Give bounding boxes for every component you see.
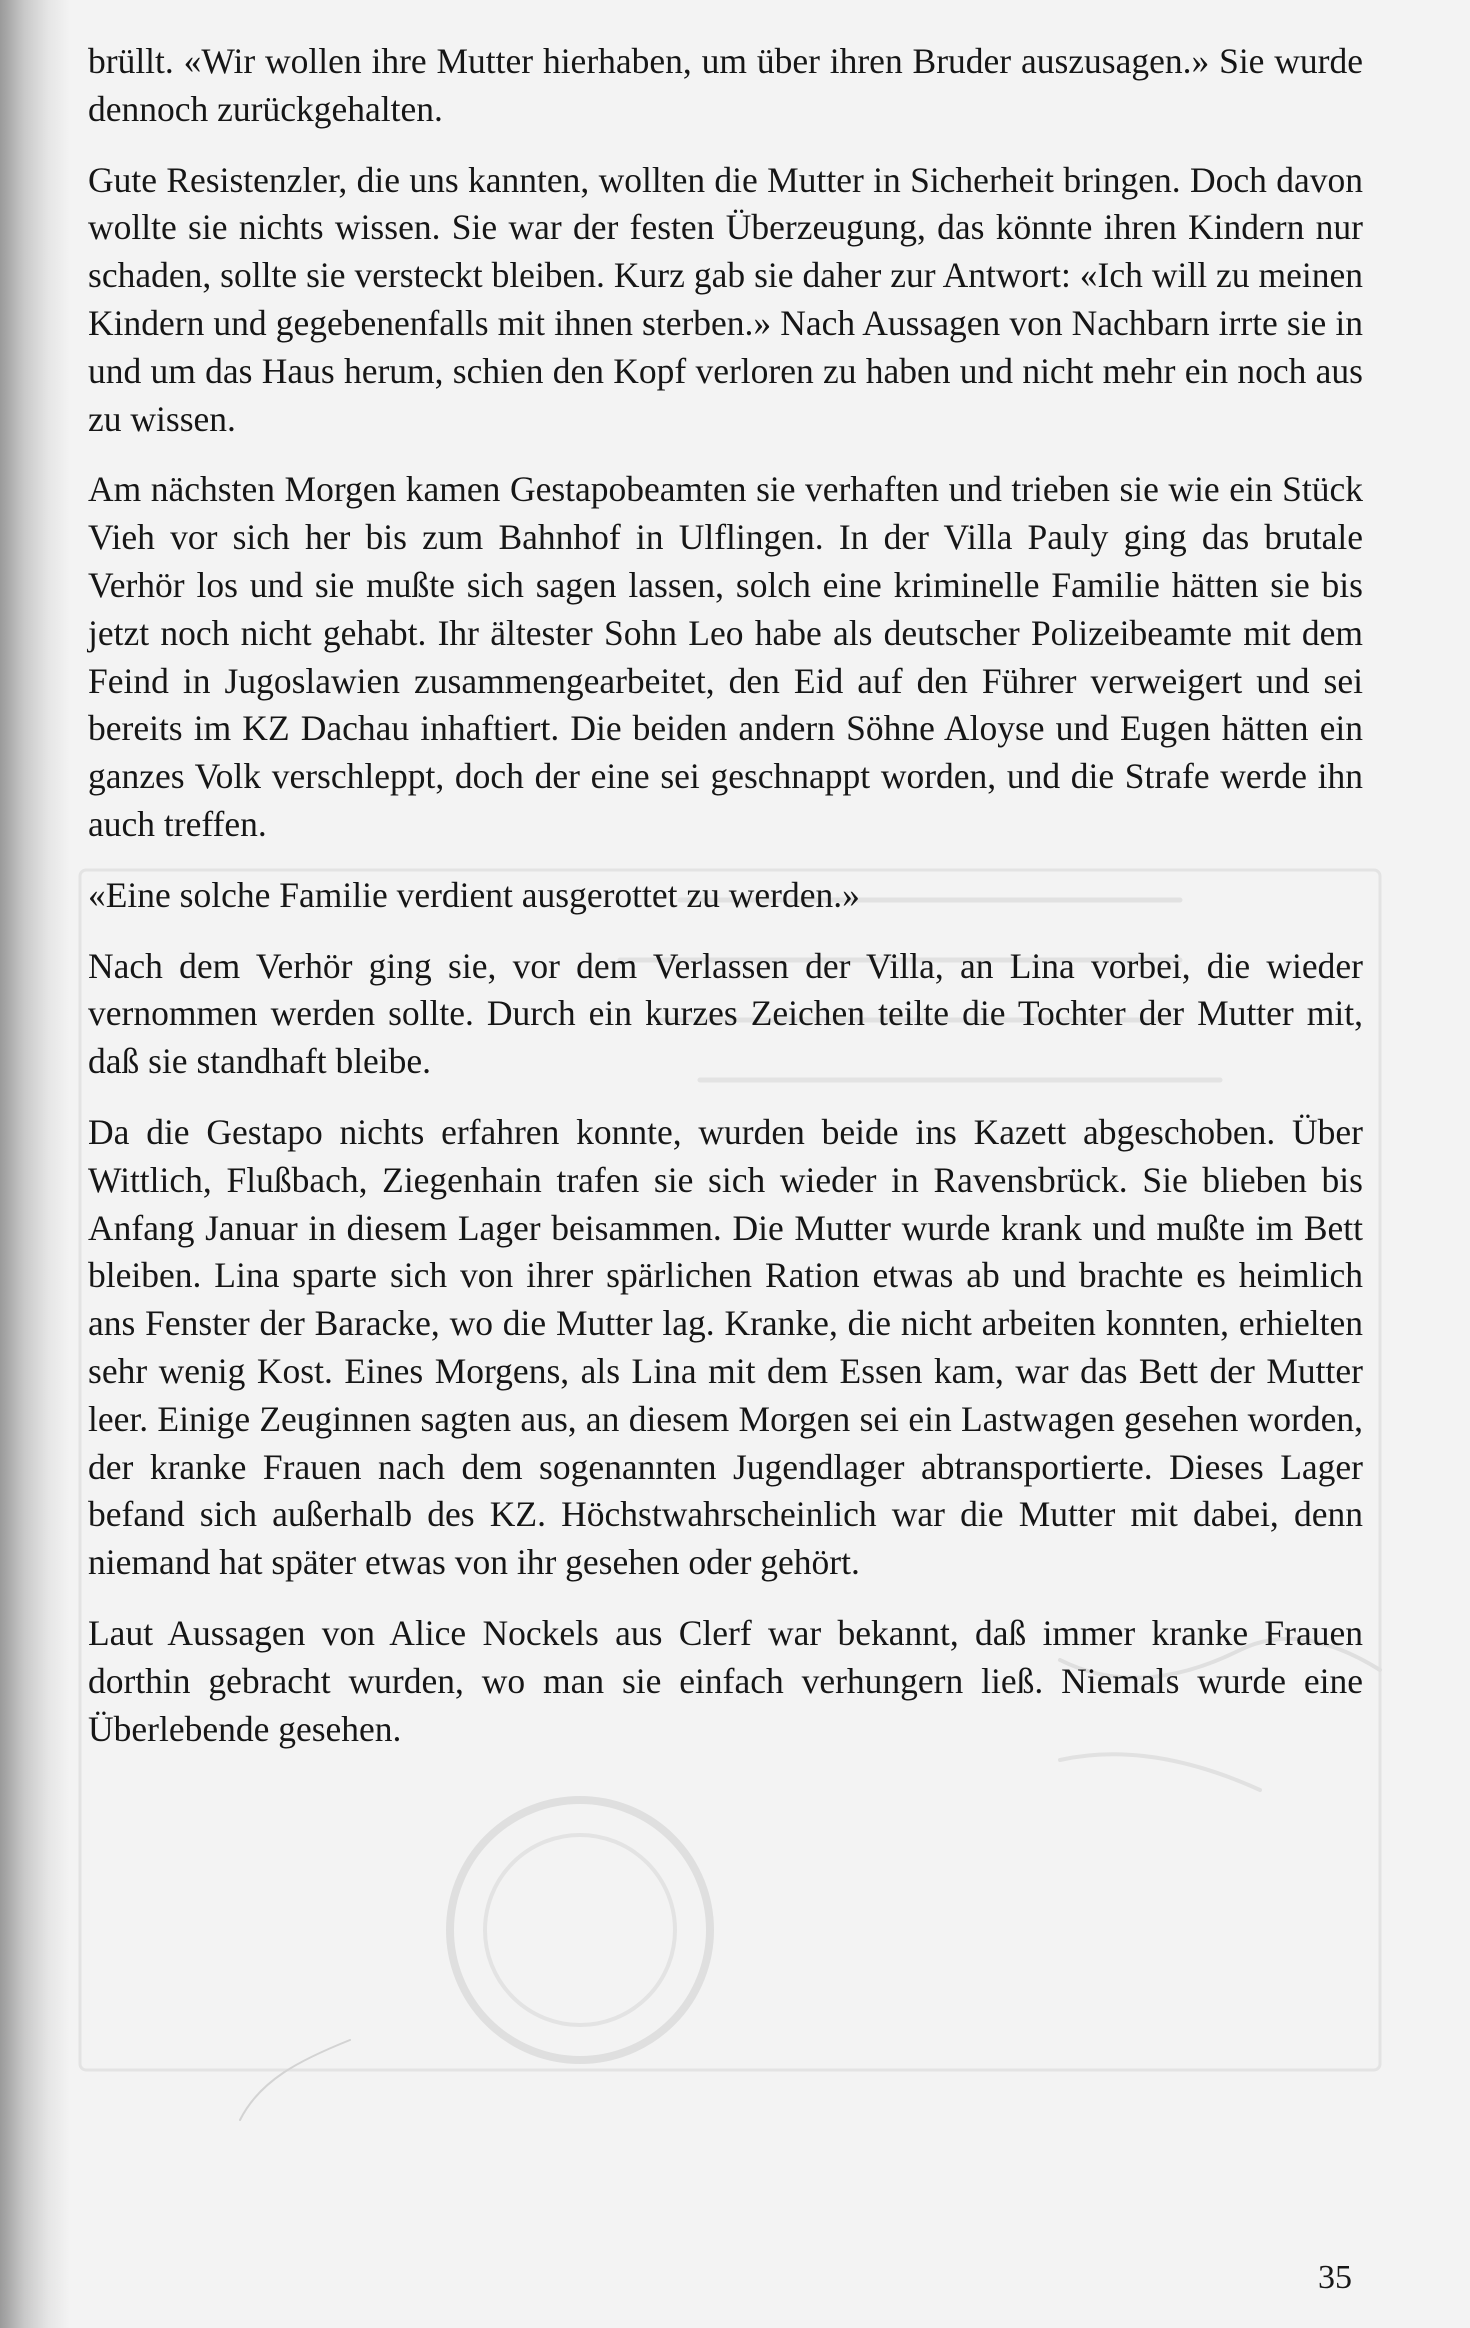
paragraph-1: brüllt. «Wir wollen ihre Mutter hierhaben, um über ihren Bruder auszusagen.» Sie wurde dennoch zurückgehalten.	[88, 41, 1363, 129]
paragraph-2: Gute Resistenzler, die uns kannten, wollten die Mutter in Sicherheit bringen. Doch davon wollte sie nichts wissen. Sie war der festen Überzeugung, das könnte ihren Kindern nur schaden, sollte sie versteckt bleiben. Kurz gab sie daher zur Antwort: «Ich will zu meinen Kindern und gegebenenfalls mit ihnen sterben.» Nach Aussagen von Nachbarn irrte sie in und um das Haus herum, schien den Kopf verloren zu haben und nicht mehr ein noch aus zu wissen.	[88, 159, 1363, 439]
paragraph-6: Da die Gestapo nichts erfahren konnte, wurden beide ins Kazett abgeschoben. Über Wittlich, Flußbach, Ziegenhain trafen sie sich wieder in Ravensbrück. Sie blieben bis Anfang Januar in diesem Lager beisammen. Die Mutter wurde krank und mußte im Bett bleiben. Lina sparte sich von ihrer spärlichen Ration etwas ab und brachte es heimlich ans Fenster der Baracke, wo die Mutter lag. Kranke, die nicht arbeiten konnten, erhielten sehr wenig Kost. Eines Morgens, als Lina mit dem Essen kam, war das Bett der Mutter leer. Einige Zeuginnen sagten aus, an diesem Morgen sei ein Lastwagen gesehen worden, der kranke Frauen nach dem sogenannten Jugendlager abtransportierte. Dieses Lager befand sich außerhalb des KZ. Höchstwahrscheinlich war die Mutter mit dabei, denn niemand hat später etwas von ihr gesehen oder gehört.	[88, 1111, 1363, 1583]
paragraph-7: Laut Aussagen von Alice Nockels aus Clerf war bekannt, daß immer kranke Frauen dorthin gebracht wurden, wo man sie einfach verhungern ließ. Niemals wurde eine Überlebende gesehen.	[88, 1612, 1363, 1749]
paragraph-4-quote: «Eine solche Familie verdient ausgerottet zu werden.»	[88, 874, 860, 915]
page-body	[88, 38, 1363, 1776]
page-number: 35	[1318, 2259, 1352, 2296]
paragraph-5: Nach dem Verhör ging sie, vor dem Verlassen der Villa, an Lina vorbei, die wieder vernommen werden sollte. Durch ein kurzes Zeichen teilte die Tochter der Mutter mit, daß sie standhaft bleibe.	[88, 945, 1363, 1082]
paragraph-3: Am nächsten Morgen kamen Gestapobeamten sie verhaften und trieben sie wie ein Stück Vieh vor sich her bis zum Bahnhof in Ulflingen. In der Villa Pauly ging das brutale Verhör los und sie mußte sich sagen lassen, solch eine kriminelle Familie hätten sie bis jetzt noch nicht gehabt. Ihr ältester Sohn Leo habe als deutscher Polizeibeamte mit dem Feind in Jugoslawien zusammengearbeitet, den Eid auf den Führer verweigert und sei bereits im KZ Dachau inhaftiert. Die beiden andern Söhne Aloyse und Eugen hätten ein ganzes Volk verschleppt, doch der eine sei geschnappt worden, und die Strafe werde ihn auch treffen.	[88, 469, 1363, 844]
